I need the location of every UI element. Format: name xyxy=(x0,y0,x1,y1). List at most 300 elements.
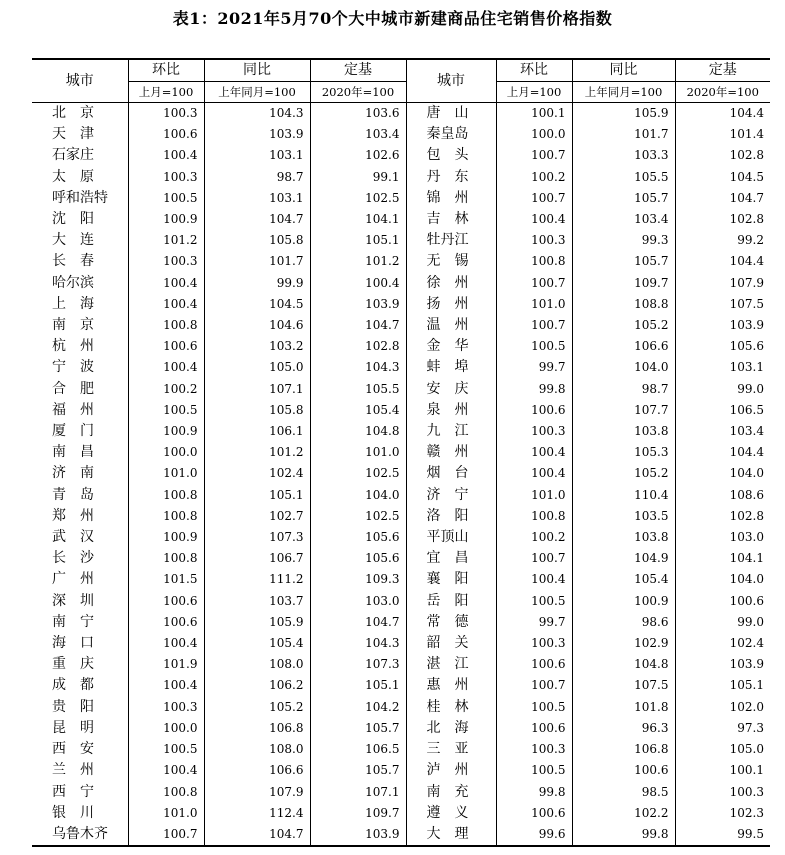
base-value-right: 102.8 xyxy=(675,145,770,166)
base-value-right: 99.2 xyxy=(675,230,770,251)
base-value-left: 105.4 xyxy=(310,400,406,421)
yoy-value-left: 107.9 xyxy=(204,782,310,803)
base-value-right: 108.6 xyxy=(675,485,770,506)
city-name-right xyxy=(406,442,496,463)
yoy-value-left: 104.5 xyxy=(204,294,310,315)
base-value-right: 104.4 xyxy=(675,442,770,463)
mom-value-left: 101.5 xyxy=(128,569,204,590)
base-value-right: 99.5 xyxy=(675,824,770,846)
yoy-value-right: 104.9 xyxy=(572,548,675,569)
mom-value-left: 100.0 xyxy=(128,718,204,739)
city-name-right xyxy=(406,103,496,125)
base-value-left: 105.6 xyxy=(310,527,406,548)
yoy-value-left: 98.7 xyxy=(204,167,310,188)
city-name-right xyxy=(406,485,496,506)
mom-value-right: 100.5 xyxy=(496,697,572,718)
header-yoy-right: 同比 xyxy=(572,59,675,82)
city-name-left xyxy=(32,379,128,400)
base-value-left: 104.2 xyxy=(310,697,406,718)
mom-value-right: 100.2 xyxy=(496,527,572,548)
city-label: 锦 州 xyxy=(426,189,469,206)
mom-value-left: 100.6 xyxy=(128,336,204,357)
mom-value-left: 100.9 xyxy=(128,421,204,442)
city-label: 宜 昌 xyxy=(426,550,469,567)
yoy-value-right: 102.9 xyxy=(572,633,675,654)
mom-value-right: 100.4 xyxy=(496,463,572,484)
city-name-right xyxy=(406,654,496,675)
subheader-mom-right: 上月=100 xyxy=(496,82,572,103)
city-label: 平顶山 xyxy=(426,529,469,546)
yoy-value-right: 110.4 xyxy=(572,485,675,506)
table-row xyxy=(32,145,770,166)
city-name-left xyxy=(32,442,128,463)
subheader-base-left: 2020年=100 xyxy=(310,82,406,103)
base-value-right: 103.1 xyxy=(675,357,770,378)
mom-value-right: 100.1 xyxy=(496,103,572,125)
city-label: 武 汉 xyxy=(52,529,94,546)
city-label: 烟 台 xyxy=(426,465,469,482)
yoy-value-right: 105.7 xyxy=(572,188,675,209)
mom-value-right: 100.5 xyxy=(496,336,572,357)
base-value-right: 104.1 xyxy=(675,548,770,569)
mom-value-right: 100.3 xyxy=(496,739,572,760)
yoy-value-left: 103.9 xyxy=(204,124,310,145)
city-label: 南 昌 xyxy=(52,444,94,461)
yoy-value-right: 104.8 xyxy=(572,654,675,675)
city-name-left xyxy=(32,633,128,654)
base-value-right: 104.5 xyxy=(675,167,770,188)
yoy-value-left: 103.2 xyxy=(204,336,310,357)
city-label: 安 庆 xyxy=(426,380,469,397)
city-name-left xyxy=(32,760,128,781)
table-row xyxy=(32,739,770,760)
table-row xyxy=(32,718,770,739)
yoy-value-right: 100.9 xyxy=(572,591,675,612)
base-value-left: 104.8 xyxy=(310,421,406,442)
mom-value-right: 100.7 xyxy=(496,188,572,209)
city-name-right xyxy=(406,569,496,590)
city-name-right xyxy=(406,718,496,739)
base-value-left: 100.4 xyxy=(310,273,406,294)
city-label: 郑 州 xyxy=(52,507,94,524)
base-value-right: 100.1 xyxy=(675,760,770,781)
page-title: 表1：2021年5月70个大中城市新建商品住宅销售价格指数 xyxy=(172,9,613,28)
mom-value-right: 99.7 xyxy=(496,357,572,378)
mom-value-right: 99.6 xyxy=(496,824,572,846)
yoy-value-right: 98.6 xyxy=(572,612,675,633)
mom-value-left: 100.4 xyxy=(128,273,204,294)
yoy-value-left: 106.1 xyxy=(204,421,310,442)
table-row xyxy=(32,230,770,251)
base-value-right: 107.5 xyxy=(675,294,770,315)
table-row xyxy=(32,760,770,781)
city-name-right xyxy=(406,273,496,294)
yoy-value-left: 111.2 xyxy=(204,569,310,590)
city-name-right xyxy=(406,251,496,272)
yoy-value-right: 103.8 xyxy=(572,421,675,442)
city-name-right xyxy=(406,633,496,654)
base-value-right: 104.7 xyxy=(675,188,770,209)
yoy-value-left: 102.4 xyxy=(204,463,310,484)
mom-value-left: 100.8 xyxy=(128,485,204,506)
yoy-value-left: 103.7 xyxy=(204,591,310,612)
city-name-right xyxy=(406,357,496,378)
yoy-value-left: 105.4 xyxy=(204,633,310,654)
base-value-right: 103.0 xyxy=(675,527,770,548)
yoy-value-left: 103.1 xyxy=(204,188,310,209)
city-name-left xyxy=(32,612,128,633)
table-row xyxy=(32,273,770,294)
mom-value-left: 100.8 xyxy=(128,548,204,569)
yoy-value-right: 103.5 xyxy=(572,506,675,527)
yoy-value-right: 106.6 xyxy=(572,336,675,357)
city-label: 合 肥 xyxy=(52,380,94,397)
table-row xyxy=(32,782,770,803)
city-label: 桂 林 xyxy=(426,698,469,715)
yoy-value-left: 106.7 xyxy=(204,548,310,569)
base-value-left: 105.7 xyxy=(310,718,406,739)
city-name-right xyxy=(406,782,496,803)
base-value-left: 107.1 xyxy=(310,782,406,803)
city-name-left xyxy=(32,803,128,824)
yoy-value-right: 105.2 xyxy=(572,315,675,336)
city-label: 遵 义 xyxy=(426,804,469,821)
city-label: 泉 州 xyxy=(426,401,469,418)
base-value-left: 103.9 xyxy=(310,294,406,315)
city-name-right xyxy=(406,697,496,718)
table-row xyxy=(32,697,770,718)
mom-value-right: 100.4 xyxy=(496,442,572,463)
city-label: 西 宁 xyxy=(52,783,94,800)
city-label: 南 充 xyxy=(426,783,469,800)
city-label: 西 安 xyxy=(52,741,94,758)
mom-value-right: 99.8 xyxy=(496,782,572,803)
base-value-left: 104.7 xyxy=(310,612,406,633)
base-value-left: 109.7 xyxy=(310,803,406,824)
mom-value-left: 100.0 xyxy=(128,442,204,463)
table-row xyxy=(32,124,770,145)
city-label: 青 岛 xyxy=(52,486,94,503)
mom-value-right: 100.8 xyxy=(496,506,572,527)
city-name-left xyxy=(32,506,128,527)
table-body xyxy=(32,103,770,847)
header-mom-left: 环比 xyxy=(128,59,204,82)
city-label: 长 沙 xyxy=(52,550,94,567)
city-name-right xyxy=(406,209,496,230)
city-label: 岳 阳 xyxy=(426,592,469,609)
city-label: 福 州 xyxy=(52,401,94,418)
mom-value-right: 100.4 xyxy=(496,209,572,230)
city-name-right xyxy=(406,506,496,527)
table-row xyxy=(32,824,770,846)
city-label: 蚌 埠 xyxy=(426,359,469,376)
city-label: 湛 江 xyxy=(426,656,469,673)
mom-value-right: 99.7 xyxy=(496,612,572,633)
mom-value-left: 101.2 xyxy=(128,230,204,251)
city-name-right xyxy=(406,591,496,612)
yoy-value-right: 106.8 xyxy=(572,739,675,760)
city-label: 襄 阳 xyxy=(426,571,469,588)
mom-value-right: 100.7 xyxy=(496,315,572,336)
base-value-left: 101.0 xyxy=(310,442,406,463)
base-value-right: 104.4 xyxy=(675,251,770,272)
header-yoy-left: 同比 xyxy=(204,59,310,82)
yoy-value-left: 106.2 xyxy=(204,675,310,696)
mom-value-left: 100.9 xyxy=(128,209,204,230)
mom-value-left: 100.4 xyxy=(128,145,204,166)
mom-value-left: 100.2 xyxy=(128,379,204,400)
yoy-value-left: 103.1 xyxy=(204,145,310,166)
city-label: 天 津 xyxy=(52,126,94,143)
yoy-value-right: 105.9 xyxy=(572,103,675,125)
mom-value-right: 99.8 xyxy=(496,379,572,400)
base-value-left: 103.0 xyxy=(310,591,406,612)
table-row xyxy=(32,548,770,569)
table-row xyxy=(32,506,770,527)
city-name-right xyxy=(406,124,496,145)
city-name-right xyxy=(406,463,496,484)
subheader-mom-left: 上月=100 xyxy=(128,82,204,103)
table-row xyxy=(32,591,770,612)
city-name-left xyxy=(32,463,128,484)
base-value-left: 102.6 xyxy=(310,145,406,166)
mom-value-right: 100.0 xyxy=(496,124,572,145)
city-label: 杭 州 xyxy=(52,338,94,355)
yoy-value-right: 105.4 xyxy=(572,569,675,590)
city-label: 兰 州 xyxy=(52,762,94,779)
mom-value-right: 100.3 xyxy=(496,230,572,251)
base-value-right: 105.0 xyxy=(675,739,770,760)
city-label: 泸 州 xyxy=(426,762,469,779)
yoy-value-right: 104.0 xyxy=(572,357,675,378)
base-value-left: 99.1 xyxy=(310,167,406,188)
table-row xyxy=(32,379,770,400)
city-label: 丹 东 xyxy=(426,168,469,185)
city-label: 银 川 xyxy=(52,804,94,821)
mom-value-left: 100.4 xyxy=(128,675,204,696)
mom-value-left: 100.9 xyxy=(128,527,204,548)
base-value-left: 107.3 xyxy=(310,654,406,675)
city-name-left xyxy=(32,188,128,209)
base-value-left: 102.5 xyxy=(310,188,406,209)
base-value-right: 99.0 xyxy=(675,379,770,400)
table-row xyxy=(32,188,770,209)
city-label: 呼和浩特 xyxy=(52,189,108,206)
base-value-right: 101.4 xyxy=(675,124,770,145)
city-name-right xyxy=(406,739,496,760)
yoy-value-left: 104.6 xyxy=(204,315,310,336)
city-name-right xyxy=(406,760,496,781)
base-value-right: 107.9 xyxy=(675,273,770,294)
header-base-left: 定基 xyxy=(310,59,406,82)
city-name-left xyxy=(32,675,128,696)
mom-value-left: 100.6 xyxy=(128,591,204,612)
header-city-left: 城市 xyxy=(65,72,94,89)
table-row xyxy=(32,315,770,336)
yoy-value-left: 105.9 xyxy=(204,612,310,633)
yoy-value-left: 104.7 xyxy=(204,824,310,846)
mom-value-left: 100.3 xyxy=(128,167,204,188)
base-value-left: 103.6 xyxy=(310,103,406,125)
yoy-value-right: 108.8 xyxy=(572,294,675,315)
city-label: 洛 阳 xyxy=(426,507,469,524)
city-name-left xyxy=(32,273,128,294)
city-name-left xyxy=(32,230,128,251)
city-label: 沈 阳 xyxy=(52,211,94,228)
base-value-right: 104.4 xyxy=(675,103,770,125)
table-row xyxy=(32,421,770,442)
city-name-left xyxy=(32,824,128,846)
table-row xyxy=(32,442,770,463)
city-name-right xyxy=(406,527,496,548)
mom-value-left: 100.5 xyxy=(128,739,204,760)
base-value-left: 104.3 xyxy=(310,633,406,654)
mom-value-left: 101.0 xyxy=(128,463,204,484)
city-name-left xyxy=(32,315,128,336)
yoy-value-left: 106.8 xyxy=(204,718,310,739)
base-value-left: 104.0 xyxy=(310,485,406,506)
mom-value-left: 100.3 xyxy=(128,251,204,272)
base-value-left: 104.7 xyxy=(310,315,406,336)
base-value-left: 105.1 xyxy=(310,675,406,696)
mom-value-left: 100.8 xyxy=(128,506,204,527)
city-name-left xyxy=(32,124,128,145)
city-label: 南 京 xyxy=(52,317,94,334)
table-row xyxy=(32,612,770,633)
city-name-right xyxy=(406,675,496,696)
city-label: 石家庄 xyxy=(52,147,94,164)
base-value-right: 100.6 xyxy=(675,591,770,612)
yoy-value-right: 100.6 xyxy=(572,760,675,781)
mom-value-right: 100.3 xyxy=(496,633,572,654)
base-value-right: 102.0 xyxy=(675,697,770,718)
base-value-right: 103.9 xyxy=(675,315,770,336)
yoy-value-left: 101.2 xyxy=(204,442,310,463)
table-row xyxy=(32,633,770,654)
base-value-right: 100.3 xyxy=(675,782,770,803)
table-row xyxy=(32,803,770,824)
yoy-value-right: 107.7 xyxy=(572,400,675,421)
mom-value-left: 101.0 xyxy=(128,803,204,824)
base-value-right: 99.0 xyxy=(675,612,770,633)
table-row xyxy=(32,569,770,590)
city-label: 广 州 xyxy=(52,571,94,588)
city-name-right xyxy=(406,167,496,188)
mom-value-right: 100.7 xyxy=(496,273,572,294)
city-name-right xyxy=(406,336,496,357)
yoy-value-right: 99.3 xyxy=(572,230,675,251)
city-name-left xyxy=(32,294,128,315)
city-label: 徐 州 xyxy=(426,274,469,291)
city-label: 三 亚 xyxy=(426,741,469,758)
mom-value-left: 100.4 xyxy=(128,633,204,654)
city-label: 北 京 xyxy=(52,105,94,121)
base-value-right: 102.8 xyxy=(675,506,770,527)
base-value-right: 102.3 xyxy=(675,803,770,824)
yoy-value-left: 101.7 xyxy=(204,251,310,272)
table-row xyxy=(32,103,770,125)
yoy-value-left: 106.6 xyxy=(204,760,310,781)
base-value-left: 109.3 xyxy=(310,569,406,590)
yoy-value-left: 105.8 xyxy=(204,400,310,421)
yoy-value-left: 105.1 xyxy=(204,485,310,506)
mom-value-right: 100.7 xyxy=(496,548,572,569)
city-label: 吉 林 xyxy=(426,211,469,228)
mom-value-right: 100.3 xyxy=(496,421,572,442)
mom-value-left: 100.6 xyxy=(128,124,204,145)
base-value-left: 106.5 xyxy=(310,739,406,760)
table-row xyxy=(32,294,770,315)
yoy-value-left: 102.7 xyxy=(204,506,310,527)
city-label: 金 华 xyxy=(426,338,469,355)
mom-value-left: 100.5 xyxy=(128,188,204,209)
city-name-left xyxy=(32,167,128,188)
mom-value-left: 100.3 xyxy=(128,697,204,718)
table-row xyxy=(32,654,770,675)
base-value-right: 103.4 xyxy=(675,421,770,442)
mom-value-right: 100.6 xyxy=(496,718,572,739)
base-value-left: 102.5 xyxy=(310,506,406,527)
yoy-value-left: 107.3 xyxy=(204,527,310,548)
city-name-left xyxy=(32,591,128,612)
base-value-left: 102.8 xyxy=(310,336,406,357)
city-name-left xyxy=(32,145,128,166)
yoy-value-right: 103.4 xyxy=(572,209,675,230)
city-label: 济 南 xyxy=(52,465,94,482)
city-label: 大 连 xyxy=(52,232,94,249)
yoy-value-left: 112.4 xyxy=(204,803,310,824)
table-row xyxy=(32,527,770,548)
city-label: 长 春 xyxy=(52,253,94,270)
city-label: 厦 门 xyxy=(52,423,94,440)
base-value-left: 105.7 xyxy=(310,760,406,781)
city-label: 乌鲁木齐 xyxy=(52,825,108,842)
base-value-right: 97.3 xyxy=(675,718,770,739)
table-header xyxy=(32,59,770,103)
city-label: 哈尔滨 xyxy=(52,274,94,291)
yoy-value-right: 101.7 xyxy=(572,124,675,145)
table-row xyxy=(32,209,770,230)
mom-value-right: 100.7 xyxy=(496,675,572,696)
yoy-value-right: 99.8 xyxy=(572,824,675,846)
city-name-right xyxy=(406,548,496,569)
yoy-value-right: 105.7 xyxy=(572,251,675,272)
yoy-value-right: 109.7 xyxy=(572,273,675,294)
mom-value-right: 100.4 xyxy=(496,569,572,590)
mom-value-left: 100.5 xyxy=(128,400,204,421)
city-name-left xyxy=(32,103,128,125)
yoy-value-left: 104.7 xyxy=(204,209,310,230)
city-label: 赣 州 xyxy=(426,444,469,461)
city-name-right xyxy=(406,145,496,166)
mom-value-left: 100.7 xyxy=(128,824,204,846)
base-value-left: 104.3 xyxy=(310,357,406,378)
yoy-value-right: 105.2 xyxy=(572,463,675,484)
city-label: 无 锡 xyxy=(426,253,469,270)
city-label: 扬 州 xyxy=(426,295,469,312)
base-value-left: 105.6 xyxy=(310,548,406,569)
city-name-left xyxy=(32,548,128,569)
city-name-right xyxy=(406,294,496,315)
city-name-right xyxy=(406,315,496,336)
city-label: 包 头 xyxy=(426,147,469,164)
mom-value-left: 100.4 xyxy=(128,760,204,781)
city-name-left xyxy=(32,209,128,230)
city-name-left xyxy=(32,782,128,803)
city-name-left xyxy=(32,485,128,506)
mom-value-right: 101.0 xyxy=(496,485,572,506)
city-label: 唐 山 xyxy=(426,105,469,121)
